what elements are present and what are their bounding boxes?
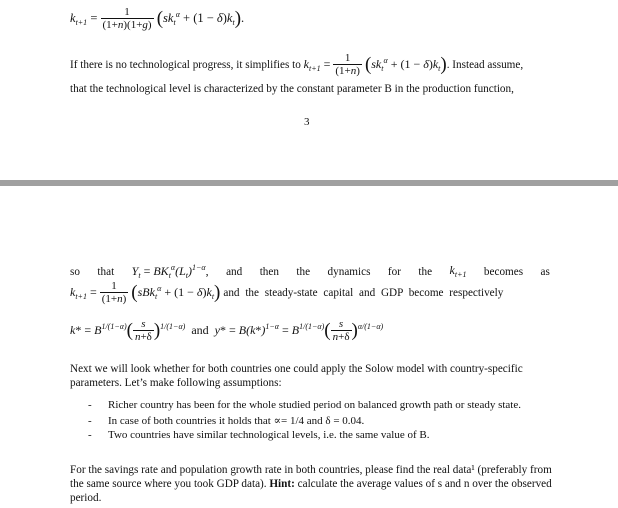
assumptions-list xyxy=(88,398,558,442)
word-dynamics: dynamics xyxy=(327,266,371,278)
hint-label: Hint: xyxy=(269,478,295,490)
word-the: the xyxy=(296,266,311,278)
bullet-dash: - xyxy=(88,399,92,411)
word-so: so xyxy=(70,266,80,278)
assumption-text: In case of both countries it holds that ∝= 1/4 and δ = 0.04. xyxy=(108,415,365,427)
instead-assume-text: . Instead assume, xyxy=(446,58,524,71)
list-item xyxy=(88,428,558,442)
document-page-bottom xyxy=(0,186,618,508)
no-progress-sentence xyxy=(70,52,523,78)
equation-capital-dynamics-simple: $k_{t+1}$ = $\frac{1}{(1+n)}$ $(sk_t^\alpha + (1 - \delta)k_t)$ xyxy=(303,52,447,77)
bullet-dash: - xyxy=(88,415,92,427)
savings-data-text: For the savings rate and population growth rate in both countries, please find the real data¹ (preferably from the same source where you took GDP data). xyxy=(70,464,552,490)
dynamics-equation-line xyxy=(70,280,550,306)
page-number: 3 xyxy=(304,116,310,128)
equation-k-t1: $k_{t+1}$ xyxy=(449,262,467,279)
equation-capital-dynamics-growth: $k_{t+1}$ = $\frac{1}{(1+n)(1+g)}$ $(sk_t^\alpha + (1 - \delta)k_t)$. xyxy=(70,6,245,31)
word-as: as xyxy=(540,266,550,278)
paragraph-savings-data xyxy=(70,463,555,505)
hint-text: calculate the average values of s and n over the observed period. xyxy=(70,478,552,504)
no-progress-text: If there is no technological progress, it simplifies to xyxy=(70,58,301,71)
word-then: then xyxy=(259,266,279,278)
steady-state-text: and the steady-state capital and GDP become respectively xyxy=(223,286,504,299)
tech-level-text: that the technological level is characterized by the constant parameter B in the production function, xyxy=(70,83,514,95)
word-that: that xyxy=(97,266,115,278)
list-item xyxy=(88,398,558,412)
equation-capital-dynamics-B: $k_{t+1}$ = $\frac{1}{(1+n)}$ $(sBk_t^\alpha + (1 - \delta)k_t)$ xyxy=(70,280,221,305)
list-item xyxy=(88,414,558,428)
assumption-text: Richer country has been for the whole studied period on balanced growth path or steady state. xyxy=(108,399,521,411)
document-page-top xyxy=(0,0,618,180)
assumption-text: Two countries have similar technological levels, i.e. the same value of B. xyxy=(108,429,430,441)
word-becomes: becomes xyxy=(483,266,524,278)
word-and-y: and xyxy=(191,322,209,337)
word-and: and xyxy=(226,266,243,278)
paragraph-assumptions-intro: Next we will look whether for both countries one could apply the Solow model with country-specific parameters. Let’s make following assumptions: xyxy=(70,363,523,389)
equation-steady-state: $k* = B^{1/(1-\alpha)}$( $\frac{s}{n+\delta}$ )$^{1/(1-\alpha)}$ and $y* = B(k*)^{1-\alpha} = B^{1/(1-\alpha)}$( $\frac{s}{n+\delta}$ )$^{\alpha/(1-\alpha)}$ xyxy=(70,318,384,343)
word-the-2: the xyxy=(418,266,433,278)
equation-production-function: $Y_t = BK_t^\alpha(L_t)^{1-\alpha}$, xyxy=(131,263,209,280)
word-for: for xyxy=(387,266,401,278)
bullet-dash: - xyxy=(88,429,92,441)
